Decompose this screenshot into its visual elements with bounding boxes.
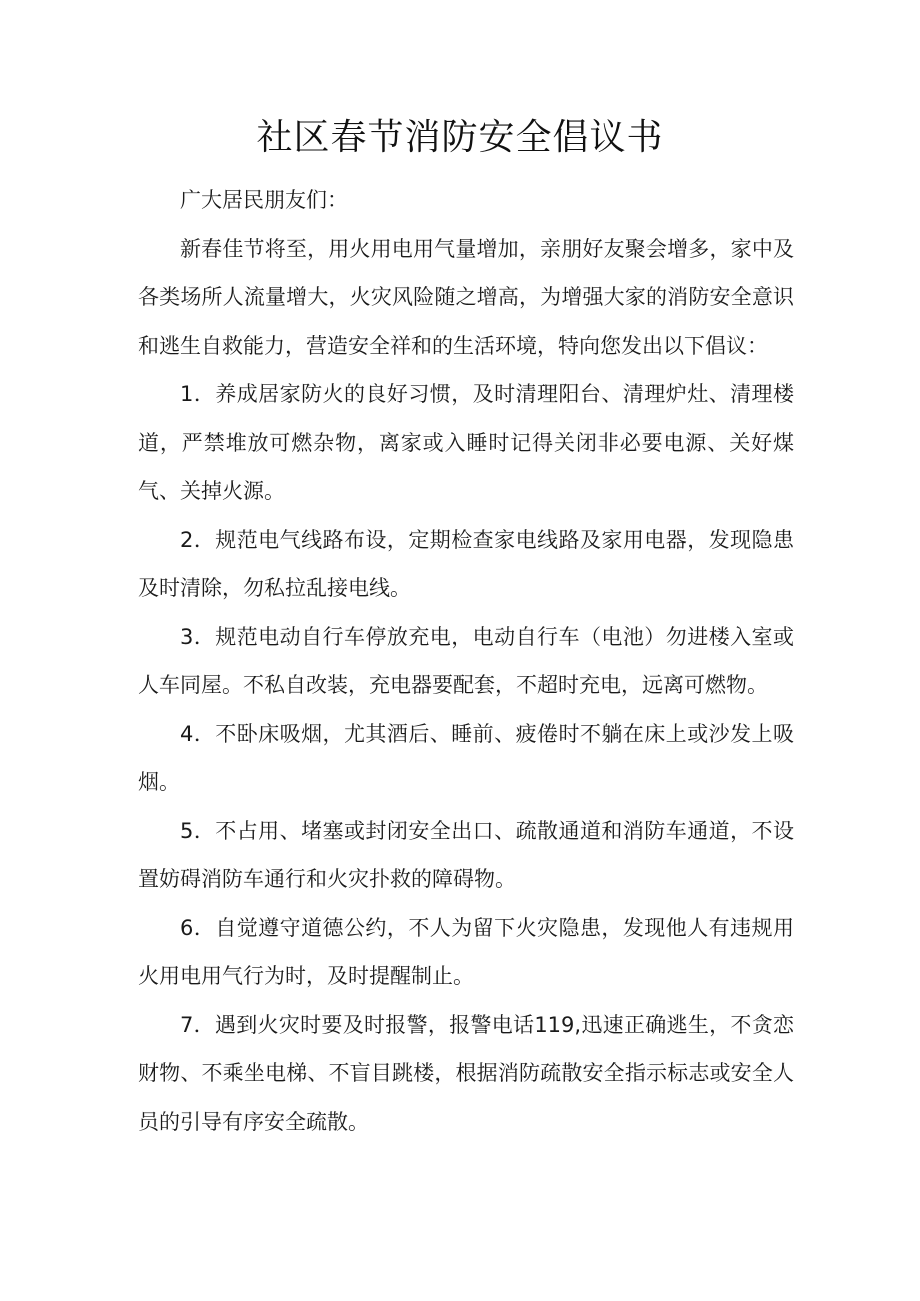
proposal-item-5: [138, 807, 794, 904]
proposal-item-7: [138, 1001, 794, 1147]
proposal-item-4: [138, 710, 794, 807]
item-text: ．规范电气线路布设，定期检查家电线路及家用电器，发现隐患及时清除，勿私拉乱接电线。: [138, 527, 794, 600]
document-title: 社区春节消防安全倡议书: [256, 117, 664, 158]
item-text: ．养成居家防火的良好习惯，及时清理阳台、清理炉灶、清理楼道，严禁堆放可燃杂物，离家或入睡时记得关闭非必要电源、关好煤气、关掉火源。: [138, 382, 794, 503]
proposal-item-3: [138, 613, 794, 710]
intro-paragraph: 新春佳节将至，用火用电用气量增加，亲朋好友聚会增多，家中及各类场所人流量增大，火灾风险随之增高，为增强大家的消防安全意识和逃生自救能力，营造安全祥和的生活环境，特向您发出以下倡议：: [138, 236, 794, 358]
item-text: ．遇到火灾时要及时报警，报警电话119,迅速正确逃生，不贪恋财物、不乘坐电梯、不盲目跳楼，根据消防疏散安全指示标志或安全人员的引导有序安全疏散。: [138, 1012, 794, 1134]
item-number: 3: [180, 624, 194, 649]
item-number: 7: [180, 1012, 194, 1037]
item-number: 4: [180, 721, 194, 746]
item-number: 2: [180, 527, 194, 552]
item-text: ．不占用、堵塞或封闭安全出口、疏散通道和消防车通道，不设置妨碍消防车通行和火灾扑救的障碍物。: [138, 818, 794, 891]
item-text: ．自觉遵守道德公约，不人为留下火灾隐患，发现他人有违规用火用电用气行为时，及时提醒制止。: [138, 915, 794, 988]
proposal-item-2: [138, 516, 794, 613]
item-text: ．规范电动自行车停放充电，电动自行车（电池）勿进楼入室或人车同屋。不私自改装，充电器要配套，不超时充电，远离可燃物。: [138, 624, 794, 697]
item-number: 6: [180, 915, 194, 940]
item-text: ．不卧床吸烟，尤其酒后、睡前、疲倦时不躺在床上或沙发上吸烟。: [138, 721, 794, 794]
proposal-item-1: [138, 370, 794, 516]
item-number: 1: [180, 382, 194, 406]
item-number: 5: [180, 818, 194, 843]
document-body: [138, 176, 794, 1146]
proposal-item-6: [138, 904, 794, 1001]
salutation: 广大居民朋友们：: [180, 188, 348, 212]
